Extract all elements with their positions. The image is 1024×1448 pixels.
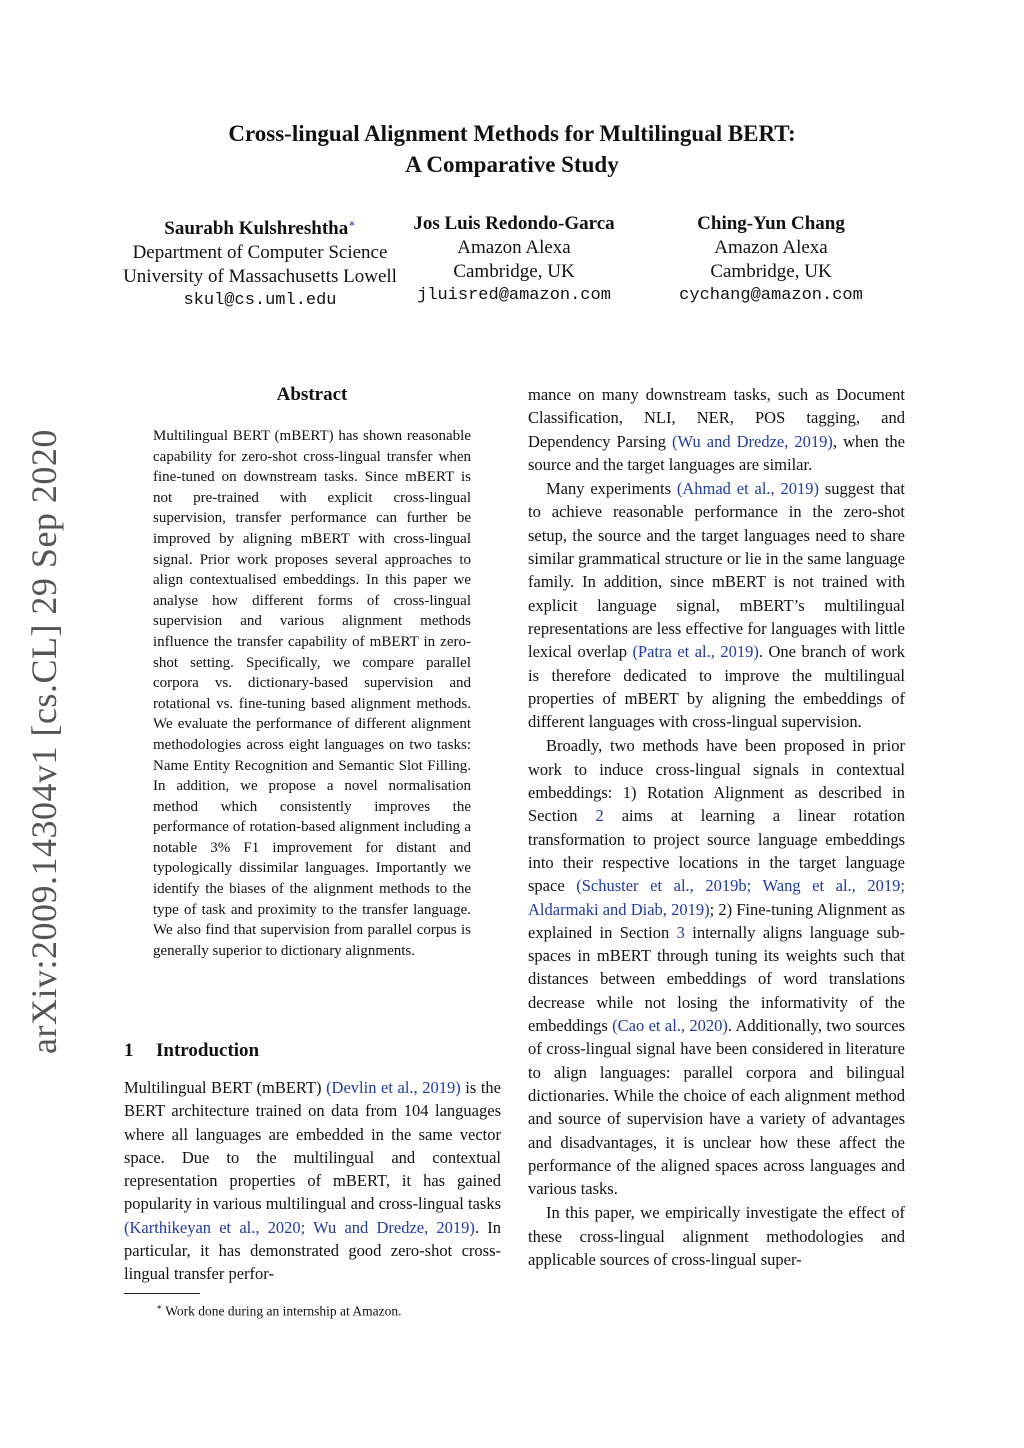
footnote-divider bbox=[124, 1293, 200, 1294]
citation-link[interactable]: (Wu and Dredze, 2019) bbox=[672, 431, 833, 451]
right-column bbox=[528, 383, 905, 1272]
author-email: skul@cs.uml.edu bbox=[183, 291, 337, 310]
paragraph: Broadly, two methods have been proposed in prior work to induce cross-lingual signals in contextual embeddings: 1) Rotation Alignment as described in Section 2 aims at learning a linear rotation transformation to project source language embeddings into their respective locations in the target language space (Schuster et al., 2019b; Wang et al., 2019; Aldarmaki and Diab, 2019); 2) Fine-tuning Alignment as explained in Section 3 internally aligns language sub-spaces in mBERT through tuning its weights such that distances between embeddings of word translations decrease while not losing the informativity of the embeddings (Cao et al., 2020). Additionally, two sources of cross-lingual signal have been considered in literature to align languages: parallel corpora and bilingual dictionaries. While the choice of each alignment method and source of supervision have a variety of advantages and disadvantages, it is unclear how these affect the performance of the aligned spaces across languages and various tasks. bbox=[528, 736, 905, 1199]
author-affiliation: Cambridge, UK bbox=[710, 261, 832, 282]
paragraph: mance on many downstream tasks, such as Document Classification, NLI, NER, POS tagging, and Dependency Parsing (Wu and Dredze, 2019), when the source and the target languages are similar. bbox=[528, 385, 906, 474]
footnote bbox=[124, 1298, 501, 1321]
abstract-heading: Abstract bbox=[276, 384, 348, 405]
paper-title bbox=[0, 118, 1024, 180]
citation-link[interactable]: (Cao et al., 2020) bbox=[612, 1016, 728, 1036]
author-block-3 bbox=[650, 212, 892, 308]
title-line-2: A Comparative Study bbox=[405, 152, 619, 177]
author-affiliation: Amazon Alexa bbox=[714, 237, 828, 258]
author-block-1 bbox=[100, 212, 420, 313]
footnote-mark: ∗ bbox=[156, 1302, 163, 1312]
section-ref-link[interactable]: 2 bbox=[595, 806, 604, 826]
section-ref-link[interactable]: 3 bbox=[676, 922, 685, 942]
abstract-text: Multilingual BERT (mBERT) has shown reasonable capability for zero-shot cross-lingual transfer when fine-tuned on downstream tasks. Since mBERT is not pre-trained with explicit cross-lingual supervision, transfer performance can further be improved by aligning mBERT with cross-lingual signal. Prior work proposes several approaches to align contextualised embeddings. In this paper we analyse how different forms of cross-lingual supervision and various alignment methods influence the transfer capability of mBERT in zero-shot setting. Specifically, we compare parallel corpora vs. dictionary-based supervision and rotational vs. fine-tuning based alignment methods. We evaluate the performance of different alignment methodologies across eight languages on two tasks: Name Entity Recognition and Semantic Slot Filling. In addition, we propose a novel normalisation method which consistently improves the performance of rotation-based alignment including a notable 3% F1 improvement for distant and typologically dissimilar languages. Importantly we identify the biases of the alignment methods to the type of task and proximity to the transfer language. We also find that supervision from parallel corpus is generally superior to dictionary alignments. bbox=[153, 428, 471, 959]
section-heading-introduction bbox=[124, 1040, 259, 1062]
intro-paragraph: Multilingual BERT (mBERT) (Devlin et al., 2019) is the BERT architecture trained on data from 104 languages where all languages are embedded in the same vector space. Due to the multilingual and contextual representation properties of mBERT, it has gained popularity in various multilingual and cross-lingual tasks (Karthikeyan et al., 2020; Wu and Dredze, 2019). In particular, it has demonstrated good zero-shot cross-lingual transfer perfor- bbox=[124, 1078, 501, 1284]
citation-link[interactable]: (Ahmad et al., 2019) bbox=[676, 479, 820, 499]
footnote-marker[interactable]: ∗ bbox=[348, 218, 356, 230]
citation-link[interactable]: (Devlin et al., 2019) bbox=[326, 1078, 461, 1097]
section-number: 1 bbox=[124, 1040, 134, 1061]
author-email: jluisred@amazon.com bbox=[417, 286, 611, 305]
title-line-1: Cross-lingual Alignment Methods for Multilingual BERT: bbox=[228, 121, 796, 146]
arxiv-identifier: arXiv:2009.14304v1 [cs.CL] 29 Sep 2020 bbox=[24, 429, 64, 1054]
paragraph: In this paper, we empirically investigate the effect of these cross-lingual alignment methodologies and applicable sources of cross-lingual super- bbox=[528, 1203, 905, 1269]
section-title: Introduction bbox=[156, 1040, 260, 1061]
paragraph: Many experiments (Ahmad et al., 2019) suggest that to achieve reasonable performance in the zero-shot setup, the source and the target languages need to share similar grammatical structure or lie in the same language family. In addition, since mBERT is not trained with explicit language signal, mBERT’s multilingual representations are less effective for languages with little lexical overlap (Patra et al., 2019). One branch of work is therefore dedicated to improve the multilingual properties of mBERT by aligning the embeddings of different languages with cross-lingual supervision. bbox=[528, 479, 905, 732]
author-email: cychang@amazon.com bbox=[679, 286, 863, 305]
citation-link[interactable]: (Patra et al., 2019) bbox=[632, 642, 759, 662]
citation-link[interactable]: (Karthikeyan et al., 2020; Wu and Dredze, 2019) bbox=[124, 1217, 475, 1237]
author-name: Jos Luis Redondo-Garca bbox=[413, 213, 615, 234]
author-affiliation: University of Massachusetts Lowell bbox=[123, 266, 397, 287]
author-block-2 bbox=[384, 212, 644, 308]
author-affiliation: Amazon Alexa bbox=[457, 237, 571, 258]
citation-link[interactable]: (Schuster et al., 2019b; Wang et al., 2019; Aldarmaki and Diab, 2019) bbox=[528, 876, 905, 919]
footnote-text: Work done during an internship at Amazon. bbox=[165, 1303, 402, 1319]
author-affiliation: Cambridge, UK bbox=[453, 261, 575, 282]
author-name: Ching-Yun Chang bbox=[697, 213, 845, 234]
author-name: Saurabh Kulshreshtha∗ bbox=[164, 218, 356, 239]
author-affiliation: Department of Computer Science bbox=[132, 242, 388, 263]
